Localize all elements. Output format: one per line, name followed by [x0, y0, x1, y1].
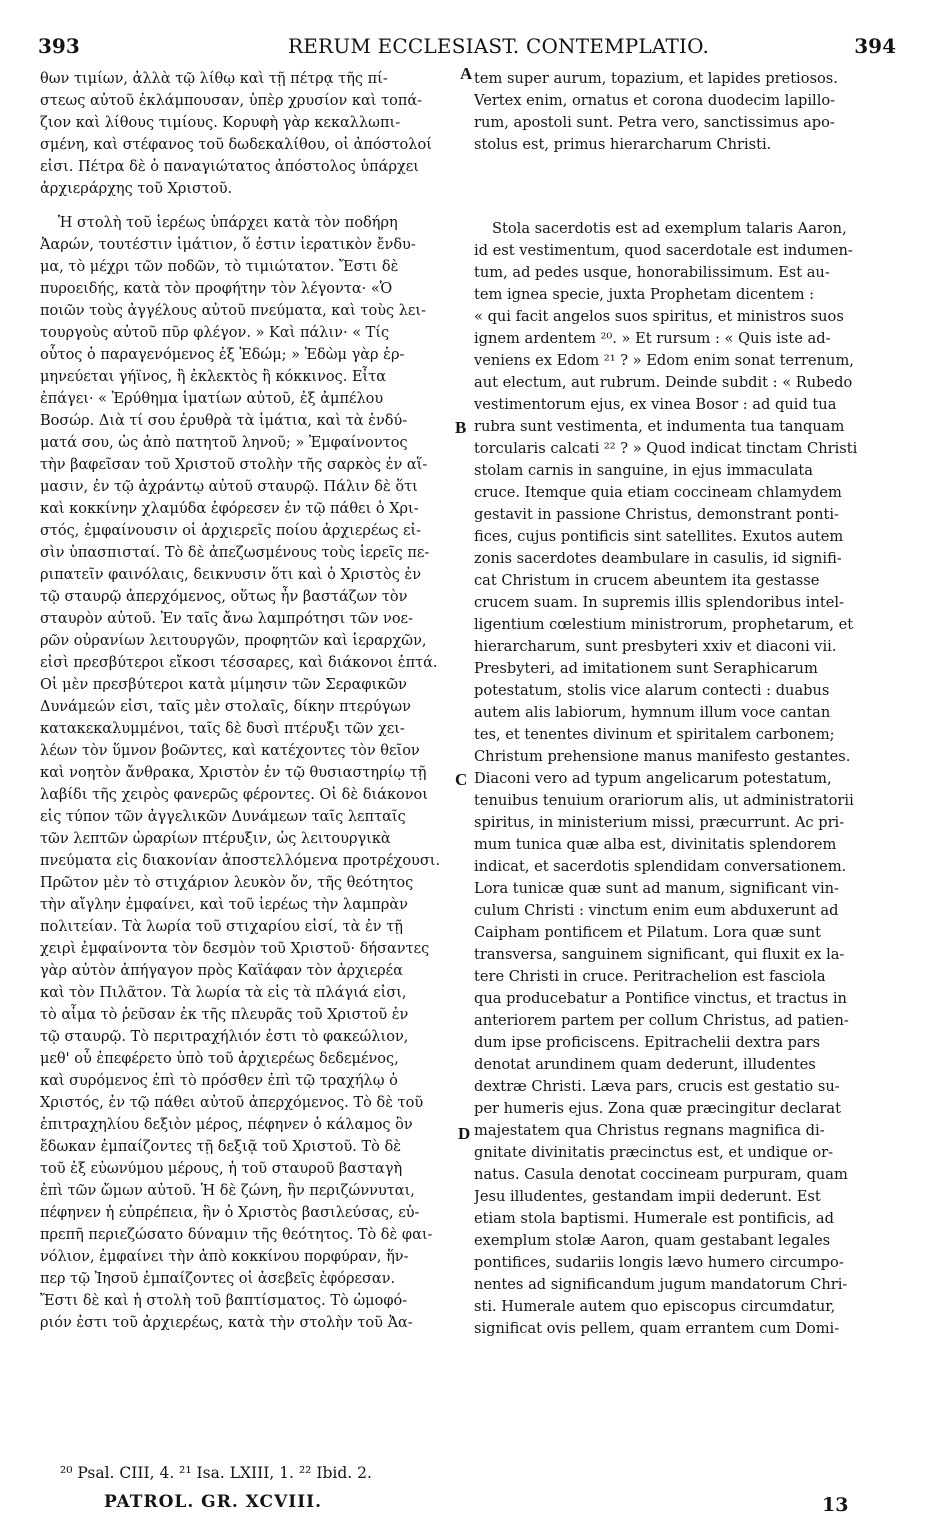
- text-line: μηνεύεται γήϊνος, ἢ ἐκλεκτὸς ἢ κόκκινος. Εἶτα: [40, 369, 387, 385]
- text-line: dum ipse proficiscens. Epitrachelii dextra pars: [474, 1034, 821, 1051]
- text-line: tem super aurum, topazium, et lapides pretiosos.: [474, 70, 838, 87]
- text-line: ἐπὶ τῶν ὤμων αὐτοῦ. Ἡ δὲ ζώνη, ἣν περιζώννυται,: [40, 1183, 415, 1199]
- text-line: potestatum, stolis vice alarum contecti : duabus: [474, 682, 830, 699]
- text-line: καὶ τὸν Πιλᾶτον. Τὰ λωρία τὰ εἰς τὰ πλάγιά εἰσι,: [40, 985, 407, 1001]
- text-line: stolam carnis in sanguine, in ejus immaculata: [474, 462, 813, 479]
- text-line: cruce. Itemque quia etiam coccineam chlamydem: [474, 484, 842, 501]
- text-line: Χριστός, ἐν τῷ πάθει αὐτοῦ ἀπερχόμενος. Τὸ δὲ τοῦ: [40, 1095, 424, 1111]
- text-line: πρεπῆ περιεζώσατο δύναμιν τῆς θεότητος. Τὸ δὲ φαι-: [40, 1227, 433, 1243]
- text-line: κατακεκαλυμμένοι, ταῖς δὲ δυσὶ πτέρυξι τῶν χει-: [40, 721, 405, 737]
- text-line: λαβίδι τῆς χειρὸς φανερῶς φέροντες. Οἱ δὲ διάκονοι: [40, 787, 428, 803]
- volume-signature: PATROL. GR. XCVIII.: [104, 1492, 323, 1512]
- latin-paragraph-2: [474, 218, 894, 1340]
- text-line: tenuibus tenuium orariorum alis, ut administratorii: [474, 792, 854, 809]
- text-line: πέφηνεν ἡ εὐπρέπεια, ἣν ὁ Χριστὸς βασιλεύσας, εὐ-: [40, 1205, 420, 1221]
- text-line: « qui facit angelos suos spiritus, et ministros suos: [474, 308, 844, 325]
- text-line: ζιον καὶ λίθους τιμίους. Κορυφὴ γὰρ κεκαλλωπι-: [40, 115, 401, 131]
- text-line: spiritus, in ministerium missi, præcurrunt. Ac pri-: [474, 814, 845, 831]
- running-title: RERUM ECCLESIAST. CONTEMPLATIO.: [288, 34, 710, 58]
- text-line: Βοσώρ. Διὰ τί σου ἐρυθρὰ τὰ ἱμάτια, καὶ τὰ ἐνδύ-: [40, 413, 408, 429]
- text-line: πολιτείαν. Τὰ λωρία τοῦ στιχαρίου εἰσί, τὰ ἐν τῇ: [40, 919, 403, 935]
- text-line: qua producebatur a Pontifice vinctus, et tractus in: [474, 990, 847, 1007]
- text-line: natus. Casula denotat coccineam purpuram, quam: [474, 1166, 848, 1183]
- text-line: Lora tunicæ quæ sunt ad manum, significant vin-: [474, 880, 839, 897]
- text-line: στεως αὐτοῦ ἐκλάμπουσαν, ὑπὲρ χρυσίον καὶ τοπά-: [40, 93, 423, 109]
- text-line: τὴν βαφεῖσαν τοῦ Χριστοῦ στολὴν τῆς σαρκὸς ἐν αἵ-: [40, 457, 428, 473]
- text-line: rubra sunt vestimenta, et indumenta tua tanquam: [474, 418, 845, 435]
- text-line: καὶ κοκκίνην χλαμύδα ἐφόρεσεν ἐν τῷ πάθει ὁ Χρι-: [40, 501, 419, 517]
- latin-column: [474, 68, 894, 1340]
- text-line: vestimentorum ejus, ex vinea Bosor : ad quid tua: [474, 396, 837, 413]
- text-line: θων τιμίων, ἀλλὰ τῷ λίθῳ καὶ τῇ πέτρᾳ τῆς πί-: [40, 71, 388, 87]
- text-line: nentes ad significandum jugum mandatorum Chri-: [474, 1276, 848, 1293]
- page-number-left: 393: [38, 34, 80, 58]
- text-line: μεθ' οὗ ἐπεφέρετο ὑπὸ τοῦ ἀρχιερέως δεδεμένος,: [40, 1051, 399, 1067]
- text-line: Caipham pontificem et Pilatum. Lora quæ sunt: [474, 924, 821, 941]
- text-line: mum tunica quæ alba est, divinitatis splendorem: [474, 836, 837, 853]
- text-line: pontifices, sudariis longis lævo humero circumpo-: [474, 1254, 844, 1271]
- text-line: significat ovis pellem, quam errantem cum Domi-: [474, 1320, 840, 1337]
- text-line: γὰρ αὐτὸν ἀπήγαγον πρὸς Καϊάφαν τὸν ἀρχιερέα: [40, 963, 403, 979]
- greek-paragraph-2: [40, 212, 458, 1334]
- text-line: tem ignea specie, juxta Prophetam dicentem :: [474, 286, 815, 303]
- text-line: tum, ad pedes usque, honorabilissimum. Est au-: [474, 264, 830, 281]
- page-header: [38, 34, 896, 64]
- text-line: ριόν ἐστι τοῦ ἀρχιερέως, κατὰ τὴν στολὴν τοῦ Ἀα-: [40, 1315, 413, 1331]
- text-line: denotat arundinem quam dederunt, illudentes: [474, 1056, 816, 1073]
- text-line: νόλιον, ἐμφαίνει τὴν ἀπὸ κοκκίνου πορφύραν, ἥν-: [40, 1249, 409, 1265]
- text-line: veniens ex Edom ²¹ ? » Edom enim sonat terrenum,: [474, 352, 854, 369]
- text-line: Christum prehensione manus manifesto gestantes.: [474, 748, 851, 765]
- text-line: id est vestimentum, quod sacerdotale est indumen-: [474, 242, 853, 259]
- text-line: σμένη, καὶ στέφανος τοῦ δωδεκαλίθου, οἱ ἀπόστολοί: [40, 137, 432, 153]
- text-line: Δυνάμεών εἰσι, ταῖς μὲν στολαῖς, δίκην πτερύγων: [40, 699, 411, 715]
- text-line: μασιν, ἐν τῷ ἀχράντῳ αὐτοῦ σταυρῷ. Πάλιν δὲ ὅτι: [40, 479, 418, 495]
- text-line: rum, apostoli sunt. Petra vero, sanctissimus apo-: [474, 114, 835, 131]
- text-line: etiam stola baptismi. Humerale est pontificis, ad: [474, 1210, 834, 1227]
- text-line: καὶ νοητὸν ἄνθρακα, Χριστὸν ἐν τῷ θυσιαστηρίῳ τῇ: [40, 765, 427, 781]
- text-line: cat Christum in crucem abeuntem ita gestasse: [474, 572, 820, 589]
- text-line: περ τῷ Ἰησοῦ ἐμπαίζοντες οἱ ἀσεβεῖς ἐφόρεσαν.: [40, 1271, 396, 1287]
- text-line: ματά σου, ὡς ἀπὸ πατητοῦ ληνοῦ; » Ἐμφαίνοντος: [40, 435, 408, 451]
- text-line: εἰς τύπον τῶν ἀγγελικῶν Δυνάμεων ταῖς λεπταῖς: [40, 809, 406, 825]
- text-line: aut electum, aut rubrum. Deinde subdit : « Rubedo: [474, 374, 853, 391]
- text-line: gnitate divinitatis præcinctus est, et undique or-: [474, 1144, 834, 1161]
- text-line: dextræ Christi. Læva pars, crucis est gestatio su-: [474, 1078, 840, 1095]
- margin-marker-a: A: [460, 64, 473, 83]
- text-line: culum Christi : vinctum enim eum abduxerunt ad: [474, 902, 839, 919]
- text-line: εἰσι. Πέτρα δὲ ὁ παναγιώτατος ἀπόστολος ὑπάρχει: [40, 159, 419, 175]
- text-line: Ἡ στολὴ τοῦ ἱερέως ὑπάρχει κατὰ τὸν ποδήρη: [58, 215, 398, 231]
- text-line: οὗτος ὁ παραγενόμενος ἐξ Ἐδώμ; » Ἐδὼμ γὰρ ἑρ-: [40, 347, 405, 363]
- gathering-number: 13: [822, 1494, 849, 1516]
- text-line: tes, et tenentes divinum et spiritalem carbonem;: [474, 726, 835, 743]
- text-line: gestavit in passione Christus, demonstrant ponti-: [474, 506, 839, 523]
- text-line: Presbyteri, ad imitationem sunt Seraphicarum: [474, 660, 818, 677]
- text-line: per humeris ejus. Zona quæ præcingitur declarat: [474, 1100, 841, 1117]
- text-line: hierarcharum, sunt presbyteri xxiv et diaconi vii.: [474, 638, 837, 655]
- text-line: ρῶν οὐρανίων λειτουργῶν, προφητῶν καὶ ἱεραρχῶν,: [40, 633, 427, 649]
- latin-paragraph-1: [474, 68, 894, 156]
- text-line: εἰσὶ πρεσβύτεροι εἴκοσι τέσσαρες, καὶ διάκονοι ἑπτά.: [40, 655, 438, 671]
- text-line: autem alis labiorum, hymnum illum voce cantan: [474, 704, 831, 721]
- text-line: τῷ σταυρῷ ἀπερχόμενος, οὕτως ἦν βαστάζων τὸν: [40, 589, 408, 605]
- text-line: ριπατεῖν φαινόλαις, δεικνυσιν ὅτι καὶ ὁ Χριστὸς ἐν: [40, 567, 422, 583]
- text-line: Ἔστι δὲ καὶ ἡ στολὴ τοῦ βαπτίσματος. Τὸ ὠμοφό-: [40, 1293, 408, 1309]
- text-line: σταυρὸν αὐτοῦ. Ἐν ταῖς ἄνω λαμπρότησι τῶν νοε-: [40, 611, 413, 627]
- text-line: καὶ συρόμενος ἐπὶ τὸ πρόσθεν ἐπὶ τῷ τραχήλῳ ὁ: [40, 1073, 398, 1089]
- text-line: ligentium cœlestium ministrorum, prophetarum, et: [474, 616, 854, 633]
- text-line: πνεύματα εἰς διακονίαν ἀποστελλόμενα προτρέχουσι.: [40, 853, 441, 869]
- text-line: transversa, sanguinem significant, qui fluxit ex la-: [474, 946, 845, 963]
- text-line: ἐπάγει· « Ἐρύθημα ἱματίων αὐτοῦ, ἐξ ἀμπέλου: [40, 391, 384, 407]
- text-line: τοῦ ἐξ εὐωνύμου μέρους, ἡ τοῦ σταυροῦ βασταγὴ: [40, 1161, 403, 1177]
- text-line: stolus est, primus hierarcharum Christi.: [474, 136, 772, 153]
- text-line: τὸ αἷμα τὸ ῥεῦσαν ἐκ τῆς πλευρᾶς τοῦ Χριστοῦ ἐν: [40, 1007, 409, 1023]
- text-line: τῶν λεπτῶν ὠραρίων πτέρυξιν, ὡς λειτουργικὰ: [40, 831, 391, 847]
- text-line: Vertex enim, ornatus et corona duodecim lapillo-: [474, 92, 836, 109]
- margin-marker-c: C: [455, 770, 468, 789]
- text-line: τουργοὺς αὐτοῦ πῦρ φλέγον. » Καὶ πάλιν· « Τίς: [40, 325, 390, 341]
- text-line: majestatem qua Christus regnans magnifica di-: [474, 1122, 825, 1139]
- text-line: crucem suam. In supremis illis splendoribus intel-: [474, 594, 844, 611]
- text-line: Ἀαρών, τουτέστιν ἱμάτιον, ὅ ἐστιν ἱερατικὸν ἔνδυ-: [40, 237, 416, 253]
- text-line: exemplum stolæ Aaron, quam gestabant legales: [474, 1232, 831, 1249]
- text-line: τὴν αἴγλην ἐμφαίνει, καὶ τοῦ ἱερέως τὴν λαμπρὰν: [40, 897, 408, 913]
- text-line: τῷ σταυρῷ. Τὸ περιτραχήλιόν ἐστι τὸ φακεώλιον,: [40, 1029, 409, 1045]
- text-line: ignem ardentem ²⁰. » Et rursum : « Quis iste ad-: [474, 330, 831, 347]
- margin-marker-b: B: [455, 418, 467, 437]
- text-line: ἀρχιεράρχης τοῦ Χριστοῦ.: [40, 181, 233, 197]
- text-line: Οἱ μὲν πρεσβύτεροι κατὰ μίμησιν τῶν Σεραφικῶν: [40, 677, 407, 693]
- text-line: ποιῶν τοὺς ἀγγέλους αὐτοῦ πνεύματα, καὶ τοὺς λει-: [40, 303, 427, 319]
- text-line: πυροειδής, κατὰ τὸν προφήτην τὸν λέγοντα· «Ὁ: [40, 281, 393, 297]
- text-line: ἐπιτραχηλίου δεξιὸν μέρος, πέφηνεν ὁ κάλαμος ὃν: [40, 1117, 413, 1133]
- text-line: χειρὶ ἐμφαίνοντα τὸν δεσμὸν τοῦ Χριστοῦ· δήσαντες: [40, 941, 430, 957]
- text-line: Stola sacerdotis est ad exemplum talaris Aaron,: [492, 220, 847, 237]
- page-number-right: 394: [854, 34, 896, 58]
- text-line: Diaconi vero ad typum angelicarum potestatum,: [474, 770, 832, 787]
- text-line: anteriorem partem per collum Christus, ad patien-: [474, 1012, 849, 1029]
- footnotes: ²⁰ Psal. CIII, 4. ²¹ Isa. LXIII, 1. ²² Ibid. 2.: [60, 1464, 372, 1482]
- text-line: zonis sacerdotes deambulare in casulis, id signifi-: [474, 550, 842, 567]
- text-line: μα, τὸ μέχρι τῶν ποδῶν, τὸ τιμιώτατον. Ἔστι δὲ: [40, 259, 399, 275]
- greek-column: [40, 68, 458, 1334]
- text-line: Jesu illudentes, gestandam impii dederunt. Est: [474, 1188, 821, 1205]
- text-line: Πρῶτον μὲν τὸ στιχάριον λευκὸν ὄν, τῆς θεότητος: [40, 875, 414, 891]
- text-line: torcularis calcati ²² ? » Quod indicat tinctam Christi: [474, 440, 858, 457]
- text-line: tere Christi in cruce. Peritrachelion est fasciola: [474, 968, 826, 985]
- text-line: indicat, et sacerdotis splendidam conversationem.: [474, 858, 847, 875]
- text-line: στός, ἐμφαίνουσιν οἱ ἀρχιερεῖς ποίου ἀρχιερέως εἰ-: [40, 523, 422, 539]
- text-line: fices, cujus pontificis sint satellites. Exutos autem: [474, 528, 844, 545]
- margin-marker-d: D: [458, 1124, 471, 1143]
- text-line: sti. Humerale autem quo episcopus circumdatur,: [474, 1298, 836, 1315]
- text-line: ἔδωκαν ἐμπαίζοντες τῇ δεξιᾷ τοῦ Χριστοῦ. Τὸ δὲ: [40, 1139, 402, 1155]
- text-line: λέων τὸν ὕμνον βοῶντες, καὶ κατέχοντες τὸν θεῖον: [40, 743, 420, 759]
- text-line: σὶν ὑπασπισταί. Τὸ δὲ ἀπεζωσμένους τοὺς ἱερεῖς πε-: [40, 545, 430, 561]
- greek-paragraph-1: [40, 68, 458, 200]
